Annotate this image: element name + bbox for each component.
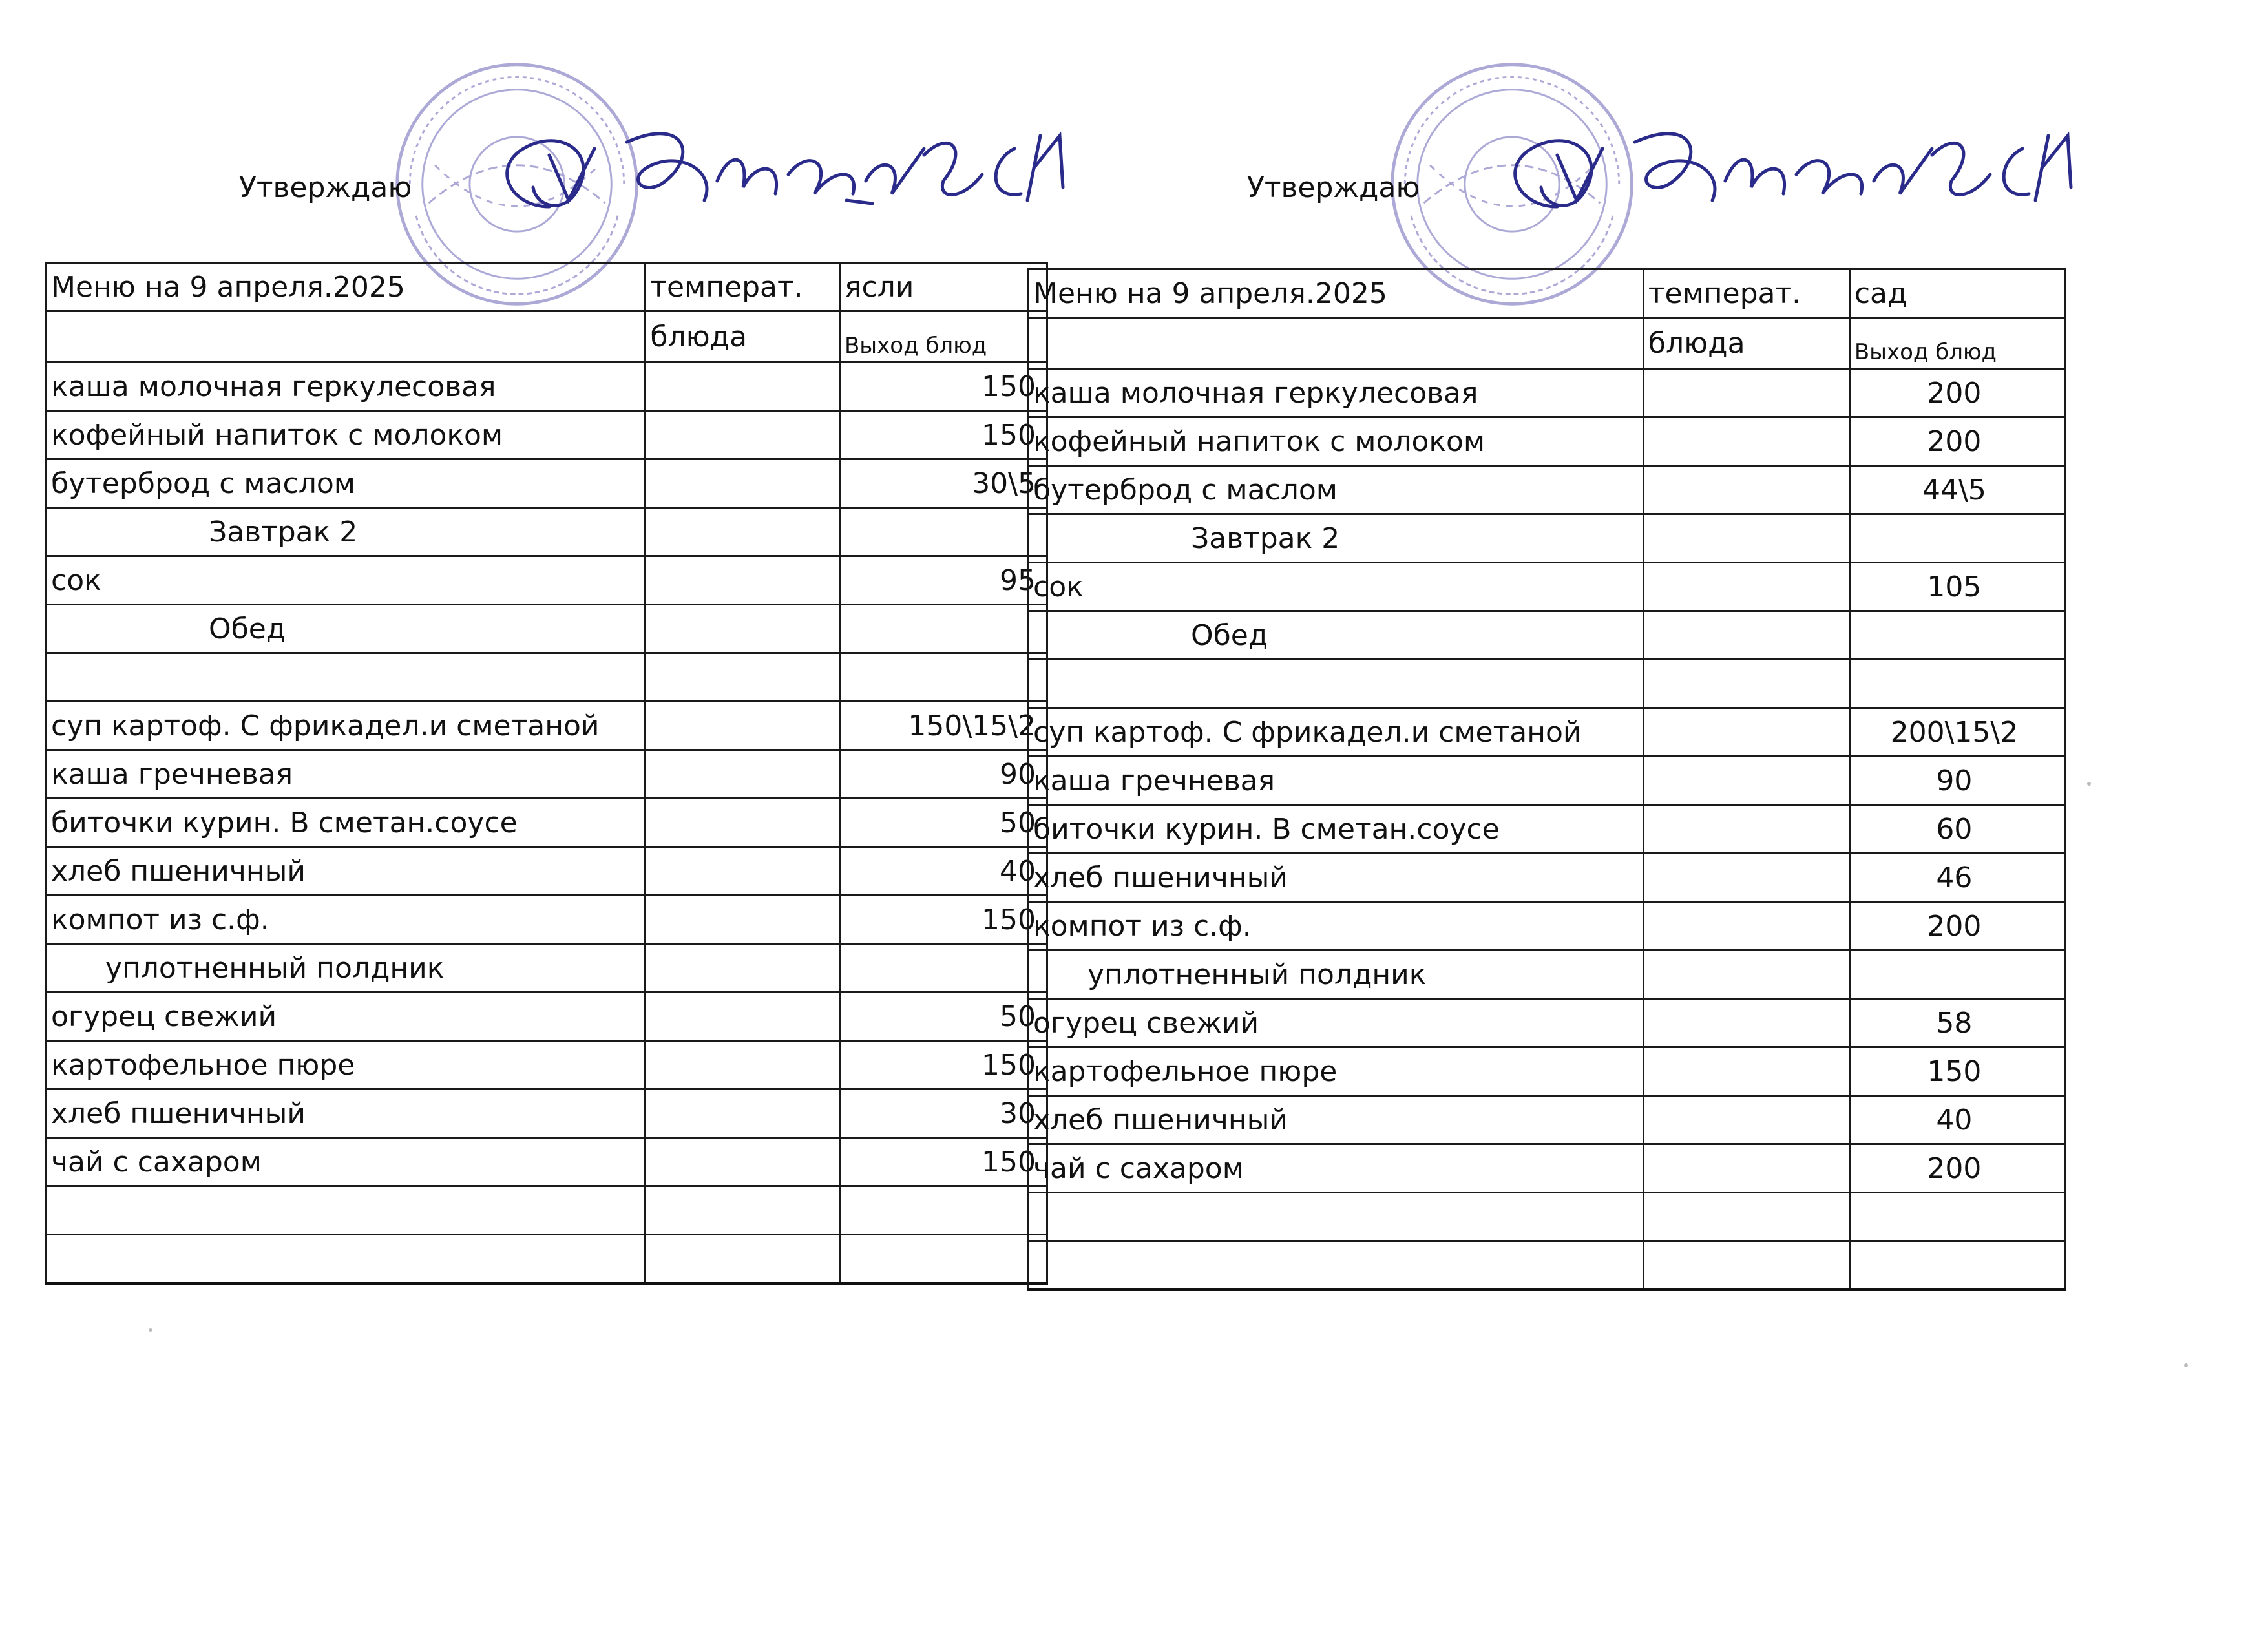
temperature-cell — [646, 993, 840, 1041]
temperature-cell — [646, 605, 840, 653]
dish-output: 30\5 — [839, 459, 1047, 508]
scan-speck — [2184, 1363, 2188, 1367]
dish-name: хлеб пшеничный — [47, 847, 646, 896]
temperature-header: температ. — [646, 263, 840, 311]
dish-output: 90 — [839, 750, 1047, 799]
dish-name: каша молочная геркулесовая — [47, 362, 646, 411]
menu-row — [47, 702, 1047, 750]
menu-table-nursery — [45, 262, 1048, 1285]
dish-name: огурец свежий — [1029, 999, 1644, 1047]
subheader-row — [47, 311, 1047, 362]
temperature-header-2: блюда — [646, 311, 840, 362]
menu-row — [47, 896, 1047, 944]
menu-row — [1029, 466, 2066, 514]
menu-row — [1029, 951, 2066, 999]
dish-name: суп картоф. С фрикадел.и сметаной — [1029, 708, 1644, 757]
temperature-cell — [1643, 514, 1849, 563]
menu-row — [47, 605, 1047, 653]
dish-name: кофейный напиток с молоком — [47, 411, 646, 459]
dish-name: хлеб пшеничный — [47, 1089, 646, 1138]
temperature-cell — [1643, 805, 1849, 854]
temperature-cell — [646, 411, 840, 459]
dish-name: компот из с.ф. — [47, 896, 646, 944]
menu-row — [47, 1089, 1047, 1138]
temperature-cell — [646, 653, 840, 702]
dish-output — [839, 605, 1047, 653]
temperature-cell — [646, 750, 840, 799]
scan-speck — [149, 1328, 152, 1332]
temperature-cell — [646, 702, 840, 750]
dish-output — [1849, 660, 2065, 708]
temperature-cell — [1643, 708, 1849, 757]
output-header: Выход блюд — [1849, 318, 2065, 369]
dish-name — [47, 653, 646, 702]
temperature-cell — [646, 944, 840, 993]
signature-left — [472, 110, 1079, 239]
temperature-cell — [646, 556, 840, 605]
dish-output: 150 — [839, 896, 1047, 944]
dish-output: 200 — [1849, 1144, 2065, 1193]
empty-cell — [839, 1186, 1047, 1235]
approval-block-right — [1247, 103, 2087, 239]
dish-output: 200 — [1849, 369, 2065, 417]
temperature-cell — [646, 847, 840, 896]
dish-output: 105 — [1849, 563, 2065, 611]
dish-name: уплотненный полдник — [47, 944, 646, 993]
dish-output: 50 — [839, 993, 1047, 1041]
group-header: ясли — [839, 263, 1047, 311]
empty-row — [47, 1235, 1047, 1284]
dish-output: 90 — [1849, 757, 2065, 805]
temperature-cell — [1643, 611, 1849, 660]
empty-cell — [839, 1235, 1047, 1284]
dish-name: суп картоф. С фрикадел.и сметаной — [47, 702, 646, 750]
dish-name: хлеб пшеничный — [1029, 854, 1644, 902]
empty-cell — [1643, 1193, 1849, 1241]
approval-block-left — [239, 103, 1079, 239]
approve-label-right: Утверждаю — [1247, 171, 1420, 204]
dish-name: каша гречневая — [1029, 757, 1644, 805]
dish-name — [1029, 660, 1644, 708]
temperature-cell — [1643, 369, 1849, 417]
menu-row — [1029, 1047, 2066, 1096]
menu-row — [1029, 611, 2066, 660]
menu-row — [47, 653, 1047, 702]
dish-output — [1849, 951, 2065, 999]
dish-name: бутерброд с маслом — [1029, 466, 1644, 514]
header-row — [1029, 269, 2066, 318]
dish-output: 50 — [839, 799, 1047, 847]
dish-name: бутерброд с маслом — [47, 459, 646, 508]
menu-row — [1029, 805, 2066, 854]
dish-name: сок — [1029, 563, 1644, 611]
menu-row — [1029, 563, 2066, 611]
menu-row — [47, 459, 1047, 508]
temperature-cell — [1643, 1096, 1849, 1144]
dish-output: 150 — [839, 1041, 1047, 1089]
menu-row — [47, 944, 1047, 993]
temperature-cell — [1643, 417, 1849, 466]
temperature-cell — [1643, 1144, 1849, 1193]
dish-name: каша гречневая — [47, 750, 646, 799]
dish-name: Обед — [1029, 611, 1644, 660]
menu-row — [47, 556, 1047, 605]
dish-name: кофейный напиток с молоком — [1029, 417, 1644, 466]
menu-row — [47, 1041, 1047, 1089]
empty-cell — [646, 1235, 840, 1284]
dish-output: 44\5 — [1849, 466, 2065, 514]
temperature-cell — [1643, 999, 1849, 1047]
menu-row — [1029, 854, 2066, 902]
temperature-cell — [646, 362, 840, 411]
menu-table-kindergarten — [1027, 268, 2066, 1291]
menu-row — [47, 508, 1047, 556]
dish-output: 46 — [1849, 854, 2065, 902]
temperature-cell — [1643, 563, 1849, 611]
menu-row — [1029, 514, 2066, 563]
dish-name: чай с сахаром — [1029, 1144, 1644, 1193]
empty-cell — [47, 1186, 646, 1235]
dish-output: 58 — [1849, 999, 2065, 1047]
menu-row — [47, 411, 1047, 459]
temperature-cell — [646, 459, 840, 508]
menu-row — [47, 993, 1047, 1041]
temperature-cell — [1643, 854, 1849, 902]
empty-cell — [646, 1186, 840, 1235]
menu-row — [1029, 417, 2066, 466]
dish-name: сок — [47, 556, 646, 605]
menu-row — [1029, 1096, 2066, 1144]
menu-title: Меню на 9 апреля.2025 — [1029, 269, 1644, 318]
dish-output: 150 — [839, 1138, 1047, 1186]
dish-output — [839, 653, 1047, 702]
dish-output: 200\15\2 — [1849, 708, 2065, 757]
empty-cell — [1849, 1193, 2065, 1241]
empty-cell — [1029, 1241, 1644, 1290]
dish-output: 150 — [839, 411, 1047, 459]
menu-row — [47, 799, 1047, 847]
temperature-header: температ. — [1643, 269, 1849, 318]
menu-row — [1029, 708, 2066, 757]
dish-output: 40 — [839, 847, 1047, 896]
dish-output: 150 — [839, 362, 1047, 411]
dish-name: Завтрак 2 — [47, 508, 646, 556]
dish-name: Завтрак 2 — [1029, 514, 1644, 563]
dish-name: огурец свежий — [47, 993, 646, 1041]
menu-row — [47, 1138, 1047, 1186]
dish-output — [839, 508, 1047, 556]
signature-right — [1480, 110, 2087, 239]
temperature-cell — [646, 1138, 840, 1186]
dish-name: каша молочная геркулесовая — [1029, 369, 1644, 417]
dish-output — [1849, 514, 2065, 563]
dish-name: картофельное пюре — [47, 1041, 646, 1089]
temperature-cell — [646, 1089, 840, 1138]
empty-row — [1029, 1241, 2066, 1290]
menu-row — [1029, 1144, 2066, 1193]
empty-row — [47, 1186, 1047, 1235]
empty-cell — [1849, 1241, 2065, 1290]
group-header: сад — [1849, 269, 2065, 318]
temperature-cell — [646, 799, 840, 847]
dish-output: 40 — [1849, 1096, 2065, 1144]
dish-output: 95 — [839, 556, 1047, 605]
dish-name: уплотненный полдник — [1029, 951, 1644, 999]
dish-name: Обед — [47, 605, 646, 653]
dish-output: 60 — [1849, 805, 2065, 854]
menu-row — [47, 750, 1047, 799]
dish-name: картофельное пюре — [1029, 1047, 1644, 1096]
menu-row — [1029, 999, 2066, 1047]
subheader-row — [1029, 318, 2066, 369]
menu-row — [1029, 660, 2066, 708]
temperature-cell — [1643, 902, 1849, 951]
empty-cell — [47, 311, 646, 362]
header-row — [47, 263, 1047, 311]
empty-cell — [1643, 1241, 1849, 1290]
dish-output: 30 — [839, 1089, 1047, 1138]
empty-row — [1029, 1193, 2066, 1241]
dish-output: 200 — [1849, 902, 2065, 951]
temperature-cell — [1643, 466, 1849, 514]
dish-output: 200 — [1849, 417, 2065, 466]
menu-row — [1029, 757, 2066, 805]
menu-row — [1029, 369, 2066, 417]
temperature-cell — [1643, 951, 1849, 999]
approve-label-left: Утверждаю — [239, 171, 412, 204]
menu-row — [47, 362, 1047, 411]
empty-cell — [47, 1235, 646, 1284]
dish-output: 150\15\2 — [839, 702, 1047, 750]
empty-cell — [1029, 1193, 1644, 1241]
dish-name: биточки курин. В сметан.соусе — [47, 799, 646, 847]
menu-row — [1029, 902, 2066, 951]
temperature-cell — [646, 896, 840, 944]
temperature-header-2: блюда — [1643, 318, 1849, 369]
dish-name: компот из с.ф. — [1029, 902, 1644, 951]
menu-title: Меню на 9 апреля.2025 — [47, 263, 646, 311]
dish-output — [1849, 611, 2065, 660]
dish-name: хлеб пшеничный — [1029, 1096, 1644, 1144]
temperature-cell — [646, 1041, 840, 1089]
dish-name: чай с сахаром — [47, 1138, 646, 1186]
empty-cell — [1029, 318, 1644, 369]
temperature-cell — [1643, 757, 1849, 805]
temperature-cell — [1643, 1047, 1849, 1096]
dish-name: биточки курин. В сметан.соусе — [1029, 805, 1644, 854]
dish-output — [839, 944, 1047, 993]
temperature-cell — [646, 508, 840, 556]
temperature-cell — [1643, 660, 1849, 708]
scan-speck — [2087, 782, 2091, 786]
dish-output: 150 — [1849, 1047, 2065, 1096]
output-header: Выход блюд — [839, 311, 1047, 362]
menu-row — [47, 847, 1047, 896]
